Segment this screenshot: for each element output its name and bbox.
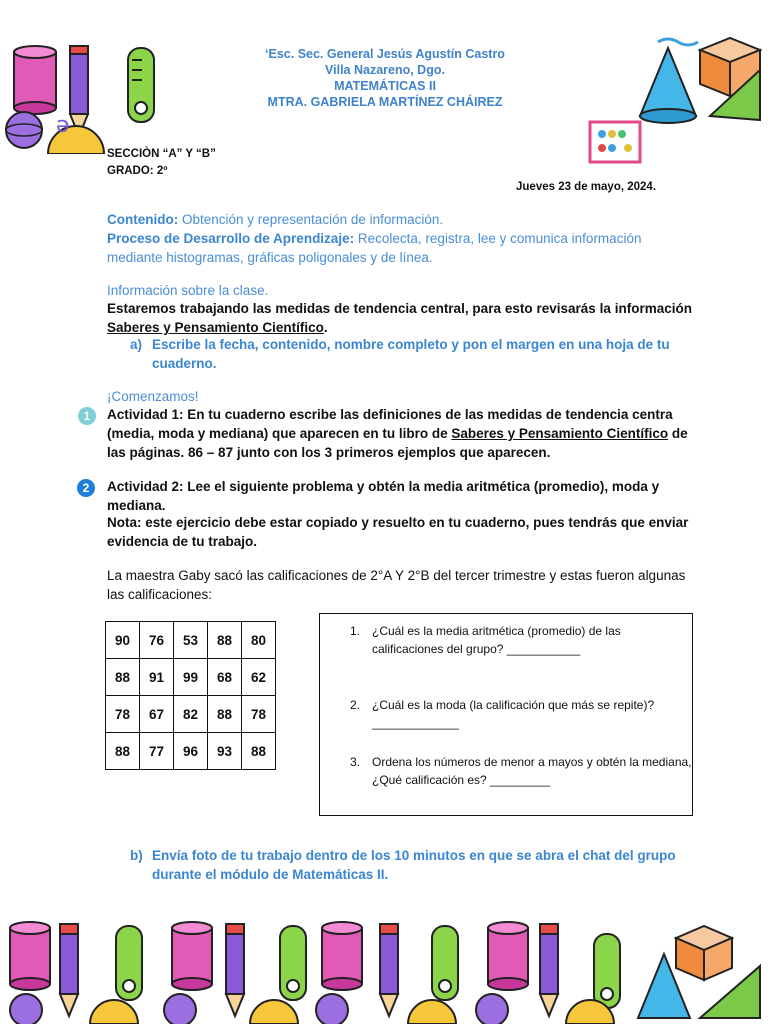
book-link-2: Saberes y Pensamiento Científico	[451, 426, 669, 441]
contenido-label: Contenido:	[107, 212, 179, 227]
school-name: ‘Esc. Sec. General Jesús Agustín Castro	[265, 47, 505, 61]
table-cell: 99	[174, 659, 208, 696]
class-info-paragraph: Estaremos trabajando las medidas de tendencia central, para esto revisarás la información Saberes y Pensamiento Científico.	[107, 301, 692, 335]
table-row	[106, 659, 276, 696]
ruler-icon	[128, 48, 154, 122]
table-cell: 53	[174, 622, 208, 659]
grade-label: GRADO: 2º	[107, 165, 168, 177]
table-cell: 88	[208, 622, 242, 659]
table-cell: 90	[106, 622, 140, 659]
table-cell: 62	[242, 659, 276, 696]
section-grade-block	[107, 146, 216, 180]
table-cell: 91	[140, 659, 174, 696]
table-cell: 76	[140, 622, 174, 659]
table-cell: 88	[106, 659, 140, 696]
book-link: Saberes y Pensamiento Científico	[107, 320, 324, 335]
ruler-icon	[280, 926, 306, 1000]
table-cell: 78	[242, 696, 276, 733]
activity-2-text: Actividad 2: Lee el siguiente problema y obtén la media aritmética (promedio), moda y mediana.	[107, 479, 660, 513]
pencil-icon	[60, 924, 78, 1016]
contenido-text: Obtención y representación de información.	[178, 212, 444, 227]
item-b-letter: b)	[130, 848, 143, 863]
ruler-icon	[432, 926, 458, 1000]
table-cell: 67	[140, 696, 174, 733]
table-cell: 88	[208, 696, 242, 733]
table-row	[106, 622, 276, 659]
cylinder-icon	[172, 922, 212, 990]
table-cell: 80	[242, 622, 276, 659]
math-clipart-top-left	[0, 42, 170, 154]
school-header	[200, 46, 570, 110]
problem-statement: La maestra Gaby sacó las calificaciones de 2°A Y 2°B del tercer trimestre y estas fueron algunas las calificaciones:	[107, 568, 686, 602]
activity-2-badge: 2	[77, 479, 95, 497]
table-cell: 68	[208, 659, 242, 696]
subject-title: MATEMÁTICAS II	[334, 79, 436, 93]
table-cell: 82	[174, 696, 208, 733]
cylinder-icon	[322, 922, 362, 990]
table-cell: 88	[242, 733, 276, 770]
sphere-icon	[6, 112, 42, 148]
activity-2-note: Nota: este ejercicio debe estar copiado y resuelto en tu cuaderno, pues tendrás que enviar evidencia de tu trabajo.	[107, 515, 689, 549]
question-3: 3. Ordena los números de menor a mayos y obtén la mediana, ¿Qué calificación es? _________	[350, 755, 692, 787]
start-heading: ¡Comenzamos!	[107, 389, 199, 404]
item-b-text: Envía foto de tu trabajo dentro de los 10 minutos en que se abra el chat del grupo durante el módulo de Matemáticas II.	[152, 848, 676, 882]
abacus-icon	[590, 122, 640, 162]
content-block	[107, 210, 692, 267]
item-a-letter: a)	[130, 337, 143, 352]
pda-label: Proceso de Desarrollo de Aprendizaje:	[107, 231, 355, 246]
math-clipart-bottom-border	[0, 914, 768, 1024]
pencil-icon	[380, 924, 398, 1016]
table-row	[106, 696, 276, 733]
activity-1-text: Actividad 1: En tu cuaderno escribe las definiciones de las medidas de tendencia centra (media, moda y mediana) que aparecen en tu libro de Saberes y Pensamiento Científico de las páginas. 86 – 87 junto con los 3 primeros ejemplos que aparecen.	[107, 407, 688, 460]
table-cell: 77	[140, 733, 174, 770]
questions-box	[319, 613, 693, 816]
table-cell: 78	[106, 696, 140, 733]
school-city: Villa Nazareno, Dgo.	[325, 63, 445, 77]
ruler-icon	[116, 926, 142, 1000]
item-a-text: Escribe la fecha, contenido, nombre completo y pon el margen en una hoja de tu cuaderno.	[152, 337, 670, 371]
ruler-icon	[594, 934, 620, 1008]
cube-icon	[676, 926, 732, 980]
question-2: 2. ¿Cuál es la moda (la calificación que más se repite)? _____________	[350, 698, 655, 730]
table-row	[106, 733, 276, 770]
teacher-name: MTRA. GABRIELA MARTÍNEZ CHÁIREZ	[267, 95, 503, 109]
pda-text: Recolecta, registra, lee y comunica información mediante histogramas, gráficas poligonales y de línea.	[107, 231, 642, 265]
grades-table	[105, 621, 276, 770]
activity-1-badge: 1	[78, 407, 96, 425]
cylinder-icon	[14, 46, 56, 114]
class-date: Jueves 23 de mayo, 2024.	[516, 181, 657, 193]
pencil-icon	[226, 924, 244, 1016]
table-cell: 88	[106, 733, 140, 770]
section-label: SECCIÒN “A” Y “B”	[107, 148, 216, 160]
class-info-heading: Información sobre la clase.	[107, 283, 269, 298]
pencil-icon	[540, 924, 558, 1016]
pencil-icon	[70, 46, 88, 136]
cylinder-icon	[488, 922, 528, 990]
table-cell: 96	[174, 733, 208, 770]
cylinder-icon	[10, 922, 50, 990]
svg-text:ə: ə	[56, 113, 70, 138]
math-clipart-top-right	[580, 30, 768, 170]
table-cell: 93	[208, 733, 242, 770]
cone-icon	[640, 48, 696, 123]
question-1: 1. ¿Cuál es la media aritmética (promedio) de las calificaciones del grupo? ___________	[350, 624, 621, 656]
